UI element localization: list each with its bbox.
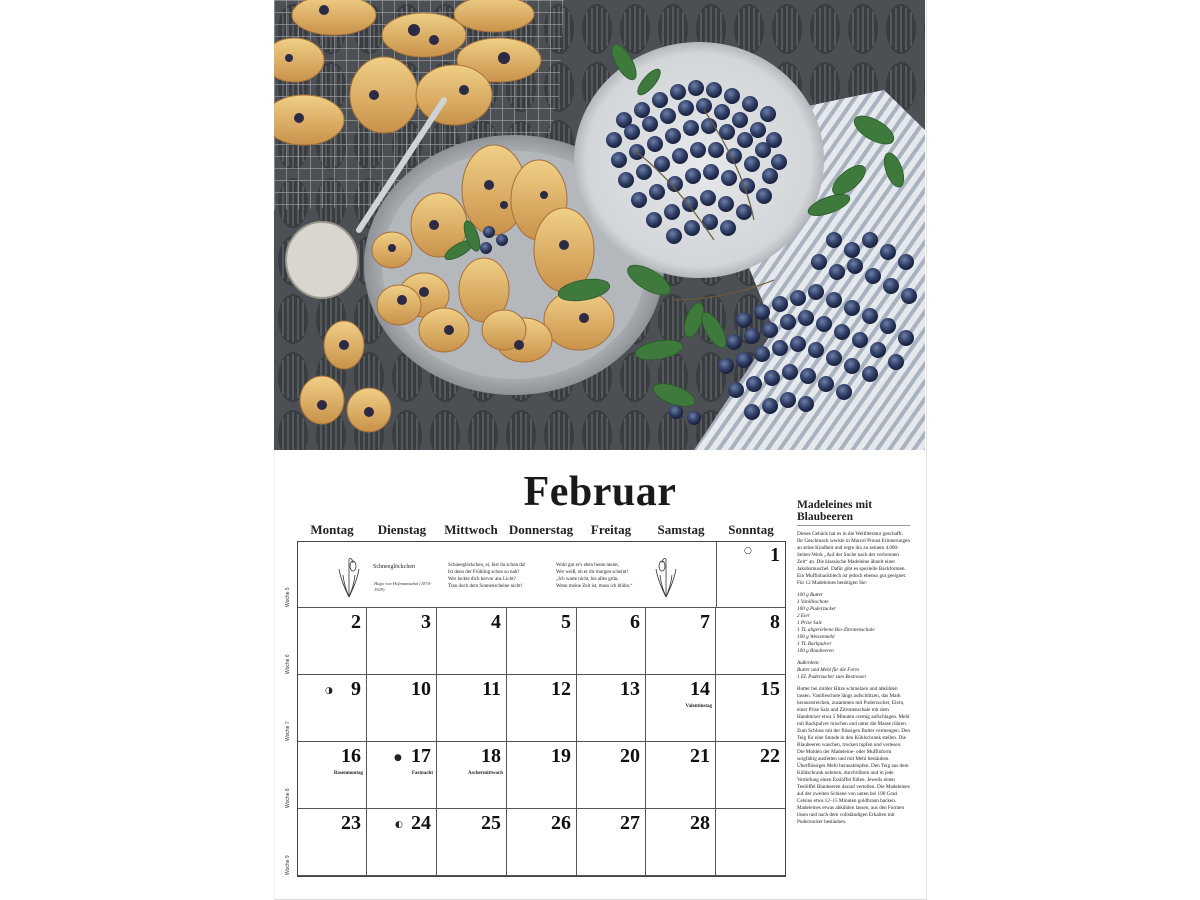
day-number: 23 xyxy=(341,812,361,834)
day-cell-15[interactable] xyxy=(716,675,786,742)
day-cell-8[interactable] xyxy=(716,608,786,675)
day-cell-empty xyxy=(716,809,786,876)
day-cell-25[interactable] xyxy=(437,809,507,876)
day-cell-17[interactable] xyxy=(367,742,437,809)
day-cell-12[interactable] xyxy=(507,675,577,742)
ingredient: 1 TL Backpulver xyxy=(797,641,832,647)
day-number: 13 xyxy=(620,678,640,700)
poem-author: Hugo von Hofmannsthal (1874-1929) xyxy=(374,581,432,592)
snowdrop-icon xyxy=(335,551,363,599)
poem-line: Wer weiß, ob er dir morgen scheint! xyxy=(556,570,629,575)
day-number: 5 xyxy=(561,611,571,633)
day-cell-7[interactable] xyxy=(646,608,716,675)
poem-line: „Ich warte nicht, bis alles grün, xyxy=(556,577,619,582)
weekday-wednesday: Mittwoch xyxy=(444,522,498,537)
day-number: 14 xyxy=(690,678,710,700)
weekday-friday: Freitag xyxy=(590,522,632,537)
day-number: 28 xyxy=(690,812,710,834)
day-number: 25 xyxy=(481,812,501,834)
weekday-header xyxy=(297,522,786,540)
poem-line: Wenn meine Zeit ist, muss ich blühn.“ xyxy=(556,584,633,589)
poem-line: Wer lockte dich hervor ans Licht? xyxy=(448,577,516,582)
ingredient: 100 g Weizenmehl xyxy=(797,634,835,640)
day-number: 3 xyxy=(421,611,431,633)
day-cell-21[interactable] xyxy=(646,742,716,809)
day-cell-1[interactable] xyxy=(716,541,786,608)
ingredient: 100 g Butter xyxy=(797,592,823,598)
ingredient: 2 Eier xyxy=(797,613,810,619)
week-label: Woche 5 xyxy=(285,587,291,607)
day-cell-2[interactable] xyxy=(297,608,367,675)
week-label: Woche 8 xyxy=(285,788,291,808)
week-label: Woche 9 xyxy=(285,855,291,875)
day-number: 17 xyxy=(411,745,431,767)
day-cell-27[interactable] xyxy=(577,809,646,876)
poem-stanza-2 xyxy=(556,562,633,590)
day-cell-23[interactable] xyxy=(297,809,367,876)
day-number: 22 xyxy=(760,745,780,767)
moon-phase-icon: ◑ xyxy=(325,686,333,696)
day-number: 2 xyxy=(351,611,361,633)
day-cell-5[interactable] xyxy=(507,608,577,675)
day-cell-16[interactable] xyxy=(297,742,367,809)
moon-phase-icon: ● xyxy=(394,753,402,763)
day-number: 26 xyxy=(551,812,571,834)
snowdrop-icon xyxy=(652,551,680,599)
day-cell-14[interactable] xyxy=(646,675,716,742)
weekday-thursday: Donnerstag xyxy=(508,522,574,537)
day-number: 8 xyxy=(770,611,780,633)
ingredient: 1 Vanilleschote xyxy=(797,599,829,605)
day-number: 4 xyxy=(491,611,501,633)
day-cell-10[interactable] xyxy=(367,675,437,742)
extras-title: Außerdem: xyxy=(797,660,820,666)
day-cell-28[interactable] xyxy=(646,809,716,876)
holiday-label: Rosenmontag xyxy=(333,771,363,776)
day-number: 19 xyxy=(551,745,571,767)
recipe-method: Butter bei milder Hitze schmelzen und abkühlen lassen. Vanilleschote längs aufschlitzen, das Mark herausstreichen, zusammen mit Puderzucker, Eiern, einer Prise Salz und Zitronenschale mit dem Handmixer etwa 5 Minuten cremig aufschlagen. Mehl mit Backpulver mischen und unter die Masse rühren. Zum Schluss mit der flüssigen Butter vermengen. Den Teig für eine Stunde in den Kühlschrank stellen. Die Blaubeeren waschen, trocken tupfen und verlesen. Die Mulden der Madeleine- oder Muffinform sorgfältig ausfetten und mit Mehl bestäuben. Überflüssiges Mehl herausklopfen. Den Teig aus dem Kühlschrank nehmen, durchrühren und in jede Vertiefung einen Esslöffel füllen. Jeweils einen Teelöffel Blaubeeren darauf verteilen. Die Madeleines auf der zweiten Schiene von unten bei 190 Grad Celsius etwa 12–15 Minuten goldbraun backen. Madeleines etwas abkühlen lassen, aus den Formen lösen und nach dem vollständigen Erkalten mit Puderzucker bestäuben. xyxy=(797,686,910,825)
extra-item: Butter und Mehl für die Form xyxy=(797,667,859,673)
day-number: 27 xyxy=(620,812,640,834)
weekday-monday: Montag xyxy=(310,522,354,537)
day-cell-11[interactable] xyxy=(437,675,507,742)
poem-line: Wohl gut er's eben heute meint, xyxy=(556,563,619,568)
holiday-label: Aschermittwoch xyxy=(468,771,503,776)
full-moon-icon: ○ xyxy=(744,546,752,556)
recipe-ingredients xyxy=(797,592,910,655)
day-cell-6[interactable] xyxy=(577,608,646,675)
extra-item: 1 EL Puderzucker zum Bestreuen xyxy=(797,674,866,680)
madeleines-blueberries-photo xyxy=(274,0,925,450)
day-number: 16 xyxy=(341,745,361,767)
day-number: 21 xyxy=(690,745,710,767)
day-cell-22[interactable] xyxy=(716,742,786,809)
holiday-label: Valentinstag xyxy=(685,704,712,709)
recipe-intro: Dieses Gebäck hat es in die Weltliteratur geschafft. Ihr Geschmack weckte in Marcel Proust Erinnerungen an seine Kindheit und regte ihn zu seinem 4.000-Seiten-Werk „Auf der Suche nach der verlorenen Zeit“ an. Die klassische Madeleine ähnelt einer Jakobsmuschel. Dafür gibt es spezielle Backformen. Ein Muffinbackblech ist jedoch ebenso gut geeignet. Für 12 Madeleines benötigen Sie: xyxy=(797,531,910,586)
recipe-panel xyxy=(797,499,910,826)
week-label: Woche 6 xyxy=(285,654,291,674)
month-title: Februar xyxy=(523,469,677,515)
day-number: 20 xyxy=(620,745,640,767)
day-number: 1 xyxy=(770,544,780,566)
day-number: 18 xyxy=(481,745,501,767)
day-cell-18[interactable] xyxy=(437,742,507,809)
day-cell-4[interactable] xyxy=(437,608,507,675)
day-number: 15 xyxy=(760,678,780,700)
poem-line: Ist denn der Frühling schon so nah? xyxy=(448,570,520,575)
weekday-sunday: Sonntag xyxy=(728,522,774,537)
ingredient: 1 Prise Salz xyxy=(797,620,822,626)
poem-line: Trau doch dem Sonnenscheine nicht! xyxy=(448,584,523,589)
day-cell-26[interactable] xyxy=(507,809,577,876)
day-number: 12 xyxy=(551,678,571,700)
poem-line: Schneeglöckchen, ei, bist du schon da! xyxy=(448,563,526,568)
day-cell-24[interactable] xyxy=(367,809,437,876)
holiday-label: Fastnacht xyxy=(411,771,433,776)
day-number: 24 xyxy=(411,812,431,834)
day-cell-9[interactable] xyxy=(297,675,367,742)
day-number: 9 xyxy=(351,678,361,700)
recipe-extras xyxy=(797,660,910,681)
ingredient: 100 g Blaubeeren xyxy=(797,648,834,654)
poem-stanza-1 xyxy=(448,562,526,590)
day-cell-13[interactable] xyxy=(577,675,646,742)
day-cell-3[interactable] xyxy=(367,608,437,675)
weekday-saturday: Samstag xyxy=(657,522,705,537)
week-label: Woche 7 xyxy=(285,721,291,741)
day-cell-19[interactable] xyxy=(507,742,577,809)
day-number: 7 xyxy=(700,611,710,633)
weekday-tuesday: Dienstag xyxy=(377,522,427,537)
ingredient: 100 g Puderzucker xyxy=(797,606,837,612)
ingredient: 1 TL abgeriebene Bio-Zitronenschale xyxy=(797,627,875,633)
day-number: 11 xyxy=(482,678,501,700)
day-number: 10 xyxy=(411,678,431,700)
recipe-title: Madeleines mit Blaubeeren xyxy=(797,499,910,526)
moon-phase-icon: ◐ xyxy=(395,820,403,830)
day-number: 6 xyxy=(630,611,640,633)
poem-title: Schneeglöckchen xyxy=(373,564,415,570)
day-cell-20[interactable] xyxy=(577,742,646,809)
